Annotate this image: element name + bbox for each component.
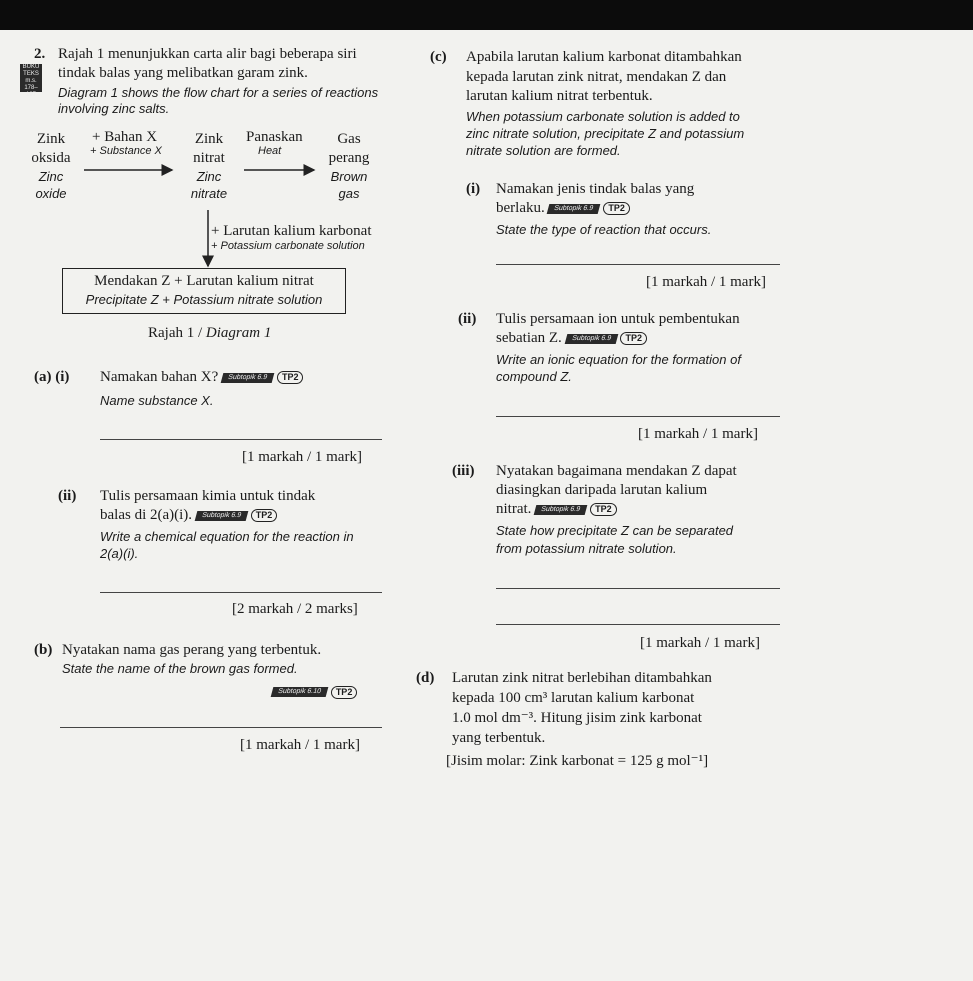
- brown-gas-ms1: Gas: [337, 131, 361, 147]
- qc-i-label: (i): [466, 181, 481, 197]
- intro-en-line1: Diagram 1 shows the flow chart for a series of reactions: [58, 85, 379, 100]
- badge-ms: m.s.: [25, 78, 37, 84]
- arrow3-label-ms: + Larutan kalium karbonat: [211, 223, 372, 239]
- diagram-caption: [148, 324, 271, 343]
- qa-i-en: Name substance X.: [100, 393, 214, 408]
- subtopic-tag: Subtopik 6.9: [547, 204, 601, 214]
- zinc-nitrate-en1: Zinc: [196, 169, 222, 184]
- qc-i-ms2-text: berlaku.: [496, 200, 545, 216]
- qc-iii-marks: [1 markah / 1 mark]: [640, 635, 760, 651]
- qc-en3: nitrate solution are formed.: [466, 143, 621, 158]
- qc-ii-marks: [1 markah / 1 mark]: [638, 426, 758, 442]
- qd-ms4: yang terbentuk.: [452, 730, 546, 746]
- qb-ms: Nyatakan nama gas perang yang terbentuk.: [62, 642, 322, 658]
- answer-line-c-iii-1[interactable]: [496, 588, 780, 589]
- intro-ms-line2: tindak balas yang melibatkan garam zink.: [58, 65, 308, 81]
- qc-ii-ms1: Tulis persamaan ion untuk pembentukan: [496, 311, 740, 327]
- subtopic-tag: Subtopik 6.9: [194, 511, 248, 521]
- qc-ms3: larutan kalium nitrat terbentuk.: [466, 88, 653, 104]
- tp-badge: TP2: [331, 686, 358, 699]
- box-precipitate: [62, 268, 346, 314]
- zinc-nitrate-en2: nitrate: [190, 186, 228, 201]
- brown-gas-ms2: perang: [328, 150, 370, 166]
- qc-ii-ms2: [496, 329, 647, 348]
- qa-ii-marks: [2 markah / 2 marks]: [232, 601, 358, 617]
- zinc-oxide-ms1: Zink: [36, 131, 66, 147]
- tp-badge: TP2: [620, 332, 647, 345]
- tp-badge: TP2: [251, 509, 278, 522]
- qc-i-en: State the type of reaction that occurs.: [496, 222, 712, 237]
- answer-line-c-i[interactable]: [496, 264, 780, 265]
- qc-label: (c): [430, 49, 447, 65]
- qc-i-marks: [1 markah / 1 mark]: [646, 274, 766, 290]
- brown-gas-en2: gas: [338, 186, 360, 201]
- subtopic-tag: Subtopik 6.9: [564, 334, 618, 344]
- zinc-nitrate-ms2: nitrat: [193, 150, 225, 166]
- qc-ii-label: (ii): [458, 311, 477, 327]
- arrow1-label-en: + Substance X: [90, 145, 162, 157]
- qc-i-ms1: Namakan jenis tindak balas yang: [496, 181, 695, 197]
- answer-line-c-iii-2[interactable]: [496, 624, 780, 625]
- answer-line-a-i[interactable]: [100, 439, 382, 440]
- qc-iii-ms1: Nyatakan bagaimana mendakan Z dapat: [496, 463, 737, 479]
- subtopic-tag: Subtopik 6.9: [534, 505, 588, 515]
- qa-ii-ms2-text: balas di 2(a)(i).: [100, 507, 193, 523]
- qb-marks: [1 markah / 1 mark]: [240, 737, 360, 753]
- tp-badge: TP2: [590, 503, 617, 516]
- badge-pages: 178–197: [24, 85, 38, 98]
- qd-ms1: Larutan zink nitrat berlebihan ditambahkan: [452, 670, 712, 686]
- qc-ms1: Apabila larutan kalium karbonat ditambahkan: [466, 49, 742, 65]
- qb-tags: [272, 683, 357, 701]
- qc-ii-en2: compound Z.: [496, 369, 572, 384]
- tp-badge: TP2: [277, 371, 304, 384]
- qa-i-label: (a) (i): [34, 369, 70, 385]
- qc-iii-en1: State how precipitate Z can be separated: [496, 523, 734, 538]
- intro-en-line2: involving zinc salts.: [58, 101, 170, 116]
- zinc-oxide-en1: Zinc: [38, 169, 64, 184]
- question-number: 2.: [34, 46, 46, 62]
- zinc-oxide-ms2: oksida: [31, 150, 71, 166]
- qa-i-ms-text: Namakan bahan X?: [100, 369, 219, 385]
- intro-ms-line1: Rajah 1 menunjukkan carta alir bagi beberapa siri: [58, 46, 357, 62]
- qc-ii-en1: Write an ionic equation for the formation of: [496, 352, 741, 367]
- arrow1-label-ms: + Bahan X: [92, 129, 158, 145]
- qa-ii-label: (ii): [58, 488, 77, 504]
- arrow2-label-ms: Panaskan: [246, 129, 303, 145]
- qa-ii-en1: Write a chemical equation for the reaction in: [100, 529, 354, 544]
- qc-i-ms2: [496, 199, 630, 218]
- qd-ms2: kepada 100 cm³ larutan kalium karbonat: [452, 690, 695, 706]
- qd-ms3: 1.0 mol dm⁻³. Hitung jisim zink karbonat: [452, 710, 702, 726]
- qa-ii-ms1: Tulis persamaan kimia untuk tindak: [100, 488, 316, 504]
- qb-en: State the name of the brown gas formed.: [62, 661, 298, 676]
- zinc-nitrate-ms1: Zink: [194, 131, 224, 147]
- qc-iii-en2: from potassium nitrate solution.: [496, 541, 677, 556]
- arrow3-label-en: + Potassium carbonate solution: [211, 240, 365, 252]
- precipitate-en: Precipitate Z + Potassium nitrate solution: [85, 292, 323, 307]
- caption-en: Diagram 1: [205, 325, 272, 341]
- qc-ms2: kepada larutan zink nitrat, mendakan Z dan: [466, 69, 727, 85]
- qc-iii-ms2: diasingkan daripada larutan kalium: [496, 482, 708, 498]
- qb-label: (b): [34, 642, 53, 658]
- qd-molar-mass: [Jisim molar: Zink karbonat = 125 g mol⁻¹]: [446, 753, 709, 769]
- precipitate-ms: Mendakan Z + Larutan kalium nitrat: [94, 273, 314, 289]
- zinc-oxide-en2: oxide: [35, 186, 67, 201]
- subtopic-tag: Subtopik 6.10: [271, 687, 328, 697]
- answer-line-b[interactable]: [60, 727, 382, 728]
- qc-iii-ms3: [496, 500, 617, 519]
- qa-i-ms: [100, 368, 303, 387]
- tp-badge: TP2: [603, 202, 630, 215]
- qc-iii-label: (iii): [452, 463, 475, 479]
- subtopic-tag: Subtopik 6.9: [221, 373, 275, 383]
- answer-line-c-ii[interactable]: [496, 416, 780, 417]
- badge-top: BUKU TEKS: [22, 64, 40, 77]
- qa-ii-ms2: [100, 506, 277, 525]
- qa-ii-en2: 2(a)(i).: [100, 546, 139, 561]
- qc-en2: zinc nitrate solution, precipitate Z and potassium: [466, 126, 745, 141]
- caption-ms: Rajah 1 /: [148, 325, 206, 341]
- brown-gas-en1: Brown: [330, 169, 368, 184]
- qc-ii-ms2-text: sebatian Z.: [496, 330, 562, 346]
- qc-iii-ms3-text: nitrat.: [496, 501, 532, 517]
- qc-en1: When potassium carbonate solution is added to: [466, 109, 740, 124]
- arrow2-label-en: Heat: [258, 145, 282, 157]
- answer-line-a-ii[interactable]: [100, 592, 382, 593]
- qd-label: (d): [416, 670, 435, 686]
- qa-i-marks: [1 markah / 1 mark]: [242, 449, 362, 465]
